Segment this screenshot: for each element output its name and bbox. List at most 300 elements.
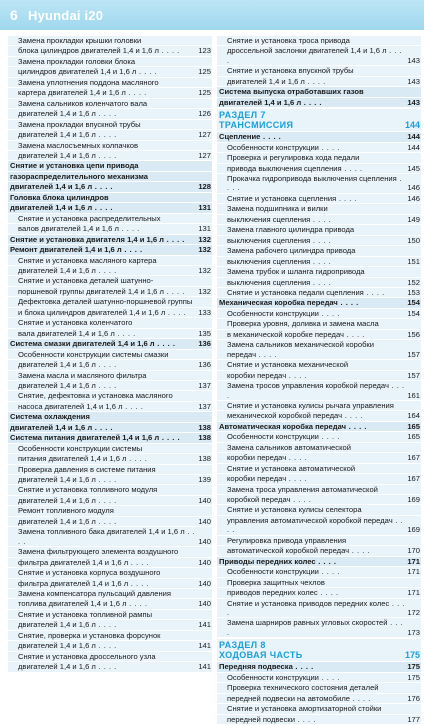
section-number: РАЗДЕЛ 8 xyxy=(219,640,266,651)
leader-dots: . . . . xyxy=(310,277,332,287)
toc-entry xyxy=(8,350,212,359)
toc-entry-text: Снятие и установка топливной рампы xyxy=(18,609,153,619)
toc-heading xyxy=(217,662,421,671)
toc-page-number: 157 xyxy=(407,349,420,359)
toc-entry xyxy=(8,308,212,317)
toc-entry-text: Головка блока цилиндров xyxy=(10,192,109,202)
toc-entry xyxy=(8,287,212,296)
toc-heading xyxy=(8,245,212,254)
leader-dots: . . . . xyxy=(318,432,340,442)
toc-entry xyxy=(8,402,212,411)
toc-entry-text: двигателей 1,4 и 1,6 л xyxy=(18,380,96,390)
toc-page-number: 136 xyxy=(198,339,211,349)
leader-dots: . . . . xyxy=(95,130,117,140)
toc-page-number: 140 xyxy=(198,536,211,546)
toc-entry-text: Проверка уровня, доливка и замена масла xyxy=(227,319,379,329)
leader-dots: . . . . xyxy=(342,411,363,421)
leader-dots: . . . . xyxy=(317,588,339,598)
toc-entry xyxy=(8,297,212,306)
leader-dots: . . . . xyxy=(95,516,117,526)
leader-dots: . . . . xyxy=(363,287,385,297)
leader-dots: . . . . xyxy=(349,693,371,703)
toc-heading xyxy=(8,412,212,421)
toc-heading xyxy=(8,172,212,181)
toc-entry xyxy=(217,673,421,682)
toc-entry-text: Передняя подвеска xyxy=(219,662,293,672)
toc-page-number: 141 xyxy=(198,662,211,672)
toc-entry xyxy=(8,224,212,233)
toc-page-number: 167 xyxy=(407,453,420,463)
toc-entry-text: Замена шарниров равных угловых скоростей xyxy=(227,618,388,628)
toc-page-number: 140 xyxy=(198,557,211,567)
toc-page-number: 161 xyxy=(407,390,420,400)
toc-page-number: 123 xyxy=(198,46,211,56)
toc-entry-text: Проверка и регулировка хода педали xyxy=(227,153,360,163)
toc-page-number: 138 xyxy=(198,422,211,432)
toc-entry xyxy=(8,46,212,55)
toc-entry-text: двигателей 1,4 и 1,6 л xyxy=(18,641,96,651)
toc-entry xyxy=(8,67,212,76)
toc-entry xyxy=(8,444,212,453)
toc-heading xyxy=(8,182,212,191)
toc-entry xyxy=(217,381,421,400)
leader-dots: . . . . xyxy=(92,203,114,213)
toc-entry xyxy=(8,36,212,45)
toc-entry xyxy=(8,141,212,150)
toc-page-number: 167 xyxy=(407,474,420,484)
toc-entry-text: Замена компенсатора пульсаций давления xyxy=(18,589,171,599)
toc-entry xyxy=(8,276,212,285)
leader-dots: . . . . xyxy=(227,46,403,65)
leader-dots: . . . . xyxy=(227,598,405,618)
toc-page-number: 154 xyxy=(407,298,420,308)
leader-dots: . . . . xyxy=(159,433,181,443)
toc-page-number: 125 xyxy=(198,88,211,98)
toc-entry xyxy=(217,694,421,703)
toc-entry-text: валов двигателей 1,4 и 1,6 л xyxy=(18,224,119,234)
toc-entry-text: коробки передач xyxy=(227,474,287,484)
leader-dots: . . . . xyxy=(165,307,187,317)
leader-dots: . . . . xyxy=(92,182,114,192)
leader-dots: . . . . xyxy=(294,714,316,724)
toc-entry-text: двигателей 1,4 и 1,6 л xyxy=(18,265,96,275)
toc-entry-text: Снятие и установка корпуса воздушного xyxy=(18,568,161,578)
toc-entry-text: цилиндров двигателей 1,4 и 1,6 л xyxy=(18,67,137,77)
toc-entry xyxy=(8,214,212,223)
leader-dots: . . . . xyxy=(122,401,144,411)
toc-entry xyxy=(217,715,421,724)
leader-dots: . . . . xyxy=(95,360,117,370)
toc-entry-text: Особенности конструкции системы xyxy=(18,443,143,453)
toc-entry-text: Регулировка привода управления xyxy=(227,535,347,545)
toc-entry-text: выключения сцепления xyxy=(227,256,311,266)
toc-entry-text: выключения сцепления xyxy=(227,214,311,224)
toc-entry-text: фильтра двигателей 1,4 и 1,6 л xyxy=(18,578,129,588)
toc-entry-text: Снятие и установка троса привода xyxy=(227,36,350,45)
toc-entry-text: питания двигателей 1,4 и 1,6 л xyxy=(18,454,127,464)
toc-heading xyxy=(217,298,421,307)
toc-entry xyxy=(8,506,212,515)
toc-page-number: 138 xyxy=(198,433,211,443)
toc-page-number: 132 xyxy=(198,286,211,296)
toc-entry xyxy=(8,631,212,640)
toc-entry-text: Особенности конструкции системы смазки xyxy=(18,349,169,359)
toc-entry-text: двигателей 1,4 и 1,6 л xyxy=(18,109,96,119)
leader-dots: . . . . xyxy=(310,235,332,245)
toc-page-number: 140 xyxy=(198,495,211,505)
toc-entry xyxy=(8,547,212,556)
toc-entry-text: и блока цилиндров двигателей 1,4 и 1,6 л xyxy=(18,307,166,317)
toc-heading xyxy=(217,557,421,566)
toc-entry xyxy=(217,36,421,45)
toc-entry xyxy=(217,360,421,369)
toc-entry-text: Проверка технического состояния деталей xyxy=(227,683,379,693)
toc-entry-text: Особенности конструкции xyxy=(227,142,319,152)
leader-dots: . . . . xyxy=(318,672,340,682)
toc-entry-text: Снятие и установка механической xyxy=(227,360,349,370)
toc-entry xyxy=(217,495,421,504)
toc-entry xyxy=(217,77,421,86)
toc-entry-text: коробки передач xyxy=(227,453,287,463)
toc-entry-text: Замена прокладки головки блока xyxy=(18,56,136,66)
toc-section-heading xyxy=(217,639,421,661)
toc-entry-text: в механической коробке передач xyxy=(227,329,344,339)
toc-page-number: 165 xyxy=(407,432,420,442)
toc-entry xyxy=(217,371,421,380)
leader-dots: . . . . xyxy=(310,214,332,224)
toc-entry xyxy=(8,610,212,619)
toc-entry-text: Снятие и установка кулисы селектора xyxy=(227,505,362,515)
toc-entry xyxy=(217,66,421,75)
toc-entry xyxy=(217,164,421,173)
toc-page-number: 156 xyxy=(407,329,420,339)
toc-page-number: 169 xyxy=(407,495,420,505)
toc-entry xyxy=(8,391,212,400)
leader-dots: . . . . xyxy=(158,46,180,56)
leader-dots: . . . . xyxy=(163,286,185,296)
toc-entry xyxy=(217,546,421,555)
toc-entry-text: коробки передач xyxy=(227,370,287,380)
leader-dots: . . . . xyxy=(227,173,402,193)
toc-entry-text: Проверка защитных чехлов xyxy=(227,577,325,587)
toc-page-number: 153 xyxy=(407,287,420,297)
toc-entry-text: Замена уплотнения поддона масляного xyxy=(18,77,159,87)
leader-dots: . . . . xyxy=(128,557,150,567)
toc-page-number: 139 xyxy=(198,475,211,485)
toc-entry-text: двигателей 1,4 и 1,6 л xyxy=(18,516,96,526)
toc-entry-text: Снятие и установка цепи привода xyxy=(10,161,139,171)
toc-entry-text: топлива двигателей 1,4 и 1,6 л xyxy=(18,599,127,609)
toc-heading xyxy=(217,87,421,96)
toc-page-number: 143 xyxy=(407,97,420,107)
leader-dots: . . . . xyxy=(337,298,359,308)
toc-heading xyxy=(217,132,421,141)
page-header xyxy=(0,0,424,30)
toc-entry-text: двигателей 1,4 и 1,6 л xyxy=(227,76,305,86)
toc-page-number: 138 xyxy=(198,454,211,464)
toc-page-number: 128 xyxy=(198,182,211,192)
toc-entry xyxy=(8,558,212,567)
toc-entry-text: двигателей 1,4 и 1,6 л xyxy=(18,495,96,505)
toc-entry-text: насоса двигателей 1,4 и 1,6 л xyxy=(18,401,123,411)
toc-entry xyxy=(217,340,421,359)
toc-entry-text: двигателей 1,4 и 1,6 л xyxy=(10,422,93,432)
toc-entry xyxy=(8,256,212,265)
toc-heading xyxy=(8,423,212,432)
toc-entry xyxy=(217,225,421,234)
leader-dots: . . . . xyxy=(227,381,405,400)
toc-entry xyxy=(8,78,212,87)
toc-entry-text: Замена троса управления автоматической xyxy=(227,484,378,494)
toc-entry-text: двигателей 1,4 и 1,6 л xyxy=(18,662,96,672)
toc-page-number: 143 xyxy=(407,55,420,65)
toc-entry-text: Сцепление xyxy=(219,132,261,142)
toc-entry xyxy=(8,151,212,160)
toc-entry xyxy=(8,120,212,129)
leader-dots: . . . . xyxy=(95,475,117,485)
toc-entry-text: Снятие и установка двигателя 1,4 и 1,6 л xyxy=(10,234,165,244)
toc-page-number: 177 xyxy=(407,714,420,724)
toc-entry-text: Приводы передних колес xyxy=(219,556,316,566)
toc-page-number: 143 xyxy=(407,76,420,86)
toc-entry-text: Замена маслосъемных колпачков xyxy=(18,140,138,150)
toc-entry-text: Особенности конструкции xyxy=(227,432,319,442)
toc-page-number: 144 xyxy=(407,132,420,142)
toc-entry xyxy=(217,505,421,514)
toc-page-number: 132 xyxy=(198,234,211,244)
toc-page-number: 140 xyxy=(198,599,211,609)
leader-dots: . . . . xyxy=(95,495,117,505)
leader-dots: . . . . xyxy=(346,421,367,431)
toc-page-number: 171 xyxy=(407,588,420,598)
section-title: ХОДОВАЯ ЧАСТЬ xyxy=(219,650,303,661)
toc-entry xyxy=(8,641,212,650)
leader-dots: . . . . xyxy=(92,422,114,432)
toc-entry-text: двигателей 1,4 и 1,6 л xyxy=(18,150,96,160)
leader-dots: . . . . xyxy=(95,109,117,119)
toc-entry-text: двигателей 1,4 и 1,6 л xyxy=(18,475,96,485)
toc-page-number: 157 xyxy=(407,370,420,380)
toc-page-number: 145 xyxy=(407,163,420,173)
leader-dots: . . . . xyxy=(292,662,314,672)
toc-entry xyxy=(8,589,212,598)
toc-heading xyxy=(8,203,212,212)
toc-page-number: 141 xyxy=(198,641,211,651)
toc-entry xyxy=(8,652,212,661)
toc-page-number: 127 xyxy=(198,130,211,140)
toc-entry xyxy=(217,246,421,255)
toc-entry xyxy=(217,257,421,266)
section-title: ТРАНСМИССИЯ xyxy=(219,120,294,131)
leader-dots: . . . . xyxy=(301,97,323,107)
toc-entry xyxy=(8,620,212,629)
toc-page-number: 131 xyxy=(198,203,211,213)
brand-title: Hyundai i20 xyxy=(28,8,104,23)
toc-entry-text: газораспределительного механизма xyxy=(10,171,149,181)
toc-page-number: 135 xyxy=(198,328,211,338)
toc-entry xyxy=(217,236,421,245)
toc-entry-text: выключения сцепления xyxy=(227,277,311,287)
toc-entry-text: картера двигателей 1,4 и 1,6 л xyxy=(18,88,126,98)
toc-entry xyxy=(8,99,212,108)
toc-entry xyxy=(217,278,421,287)
toc-heading xyxy=(8,235,212,244)
leader-dots: . . . . xyxy=(336,193,358,203)
toc-entry xyxy=(217,704,421,713)
toc-page-number: 146 xyxy=(407,193,420,203)
leader-dots: . . . . xyxy=(114,328,136,338)
toc-entry-text: Снятие и установка впускной трубы xyxy=(227,66,354,76)
toc-entry-text: Замена прокладки крышки головки xyxy=(18,36,142,45)
leader-dots: . . . . xyxy=(95,380,117,390)
toc-entry-text: Снятие, проверка и установка форсунок xyxy=(18,630,161,640)
toc-entry-text: фильтра двигателей 1,4 и 1,6 л xyxy=(18,557,129,567)
toc-page-number: 131 xyxy=(198,224,211,234)
toc-entry xyxy=(217,618,421,637)
toc-entry xyxy=(217,411,421,420)
leader-dots: . . . . xyxy=(304,76,326,86)
toc-entry xyxy=(8,517,212,526)
toc-entry-text: вала двигателей 1,4 и 1,6 л xyxy=(18,328,115,338)
toc-entry-text: дроссельной заслонки двигателей 1,4 и 1,6 л xyxy=(227,46,387,56)
leader-dots: . . . . xyxy=(95,265,117,275)
toc-entry-text: приводов передних колес xyxy=(227,588,318,598)
toc-entry xyxy=(8,360,212,369)
toc-entry xyxy=(8,579,212,588)
leader-dots: . . . . xyxy=(227,618,404,637)
toc-entry xyxy=(217,330,421,339)
toc-entry-text: двигателей 1,4 и 1,6 л xyxy=(10,182,93,192)
toc-heading xyxy=(8,161,212,170)
toc-entry xyxy=(8,527,212,546)
leader-dots: . . . . xyxy=(95,662,117,672)
toc-entry xyxy=(8,454,212,463)
toc-entry-text: Система питания двигателей 1,4 и 1,6 л xyxy=(10,433,160,443)
toc-section-heading xyxy=(217,109,421,131)
toc-page-number: 127 xyxy=(198,150,211,160)
toc-entry-text: механической коробкой передач xyxy=(227,411,343,421)
toc-entry-text: Снятие и установка дроссельного узла xyxy=(18,651,156,661)
toc-page-number: 137 xyxy=(198,401,211,411)
toc-entry-text: Снятие и установка кулисы рычага управления xyxy=(227,400,394,410)
toc-entry xyxy=(8,88,212,97)
leader-dots: . . . . xyxy=(121,245,143,255)
toc-heading xyxy=(217,422,421,431)
toc-entry xyxy=(217,432,421,441)
toc-entry xyxy=(217,215,421,224)
toc-entry-text: двигателей 1,4 и 1,6 л xyxy=(18,620,96,630)
leader-dots: . . . . xyxy=(310,256,332,266)
toc-entry xyxy=(217,516,421,535)
toc-page-number: 154 xyxy=(407,308,420,318)
toc-entry xyxy=(217,683,421,692)
leader-dots: . . . . xyxy=(318,567,340,577)
toc-entry xyxy=(8,381,212,390)
toc-entry xyxy=(8,109,212,118)
toc-heading xyxy=(8,433,212,442)
toc-entry-text: Замена масла и масляного фильтра xyxy=(18,370,147,380)
toc-entry-text: Механическая коробка передач xyxy=(219,298,338,308)
toc-entry-text: двигателей 1,4 и 1,6 л xyxy=(18,360,96,370)
toc-page-number: 152 xyxy=(407,277,420,287)
toc-entry xyxy=(217,464,421,473)
toc-entry-text: блока цилиндров двигателей 1,4 и 1,6 л xyxy=(18,46,159,56)
toc-entry-text: Особенности конструкции xyxy=(227,672,319,682)
toc-entry-text: привода выключения сцепления xyxy=(227,163,342,173)
toc-entry-text: Замена сальников механической коробки передач xyxy=(227,340,374,359)
toc-left-column xyxy=(8,36,212,673)
toc-entry-text: Замена главного цилиндра привода xyxy=(227,225,355,235)
toc-entry-text: Автоматическая коробка передач xyxy=(219,421,347,431)
toc-entry-text: Особенности конструкции xyxy=(227,567,319,577)
toc-page-number: 125 xyxy=(198,67,211,77)
toc-page-number: 140 xyxy=(198,516,211,526)
leader-dots: . . . . xyxy=(95,150,117,160)
toc-page-number: 126 xyxy=(198,109,211,119)
leader-dots: . . . . xyxy=(18,527,196,546)
leader-dots: . . . . xyxy=(125,88,147,98)
toc-entry-text: Снятие и установка распределительных xyxy=(18,213,161,223)
leader-dots: . . . . xyxy=(318,308,340,318)
leader-dots: . . . . xyxy=(260,132,282,142)
toc-entry-text: Система охлаждения xyxy=(10,412,90,422)
toc-heading xyxy=(8,339,212,348)
toc-entry xyxy=(8,371,212,380)
toc-entry-text: Замена прокладки впускной трубы xyxy=(18,119,141,129)
leader-dots: . . . . xyxy=(128,578,150,588)
toc-entry xyxy=(217,536,421,545)
leader-dots: . . . . xyxy=(286,453,308,463)
toc-entry xyxy=(8,599,212,608)
leader-dots: . . . . xyxy=(341,163,363,173)
toc-entry-text: Замена тросов управления коробкой передач xyxy=(227,381,389,391)
section-number: РАЗДЕЛ 7 xyxy=(219,110,266,121)
toc-entry-text: передней подвески xyxy=(227,714,295,724)
toc-page-number: 151 xyxy=(407,256,420,266)
toc-entry xyxy=(217,485,421,494)
toc-entry-text: двигателей 1,4 и 1,6 л xyxy=(18,130,96,140)
leader-dots: . . . . xyxy=(95,620,117,630)
toc-entry-text: двигателей 1,4 и 1,6 л xyxy=(219,97,302,107)
toc-entry-text: Ремонт топливного модуля xyxy=(18,506,114,516)
toc-entry-text: управления автоматической коробкой передач xyxy=(227,515,393,525)
toc-entry-text: Замена рабочего цилиндра привода xyxy=(227,246,356,256)
toc-entry xyxy=(8,485,212,494)
toc-entry-text: Замена трубок и шланга гидропривода xyxy=(227,267,365,277)
leader-dots: . . . . xyxy=(136,67,158,77)
toc-page-number: 171 xyxy=(407,556,420,566)
leader-dots: . . . . xyxy=(256,349,277,359)
toc-entry xyxy=(8,57,212,66)
toc-entry xyxy=(8,496,212,505)
toc-entry-text: передней подвески на автомобиле xyxy=(227,693,350,703)
leader-dots: . . . . xyxy=(318,142,340,152)
toc-entry-text: коробкой передач xyxy=(227,495,291,505)
toc-entry xyxy=(8,475,212,484)
toc-page-number: 175 xyxy=(407,672,420,682)
toc-page-number: 150 xyxy=(407,235,420,245)
toc-page-number: 176 xyxy=(407,693,420,703)
toc-entry xyxy=(8,329,212,338)
toc-entry xyxy=(217,567,421,576)
toc-entry xyxy=(217,288,421,297)
toc-entry-text: Снятие и установка педали сцепления xyxy=(227,287,364,297)
toc-entry xyxy=(8,465,212,474)
toc-right-column xyxy=(217,36,421,725)
toc-entry-text: Ремонт двигателей 1,4 и 1,6 л xyxy=(10,245,122,255)
leader-dots: . . . . xyxy=(343,329,365,339)
toc-page-number: 141 xyxy=(198,620,211,630)
